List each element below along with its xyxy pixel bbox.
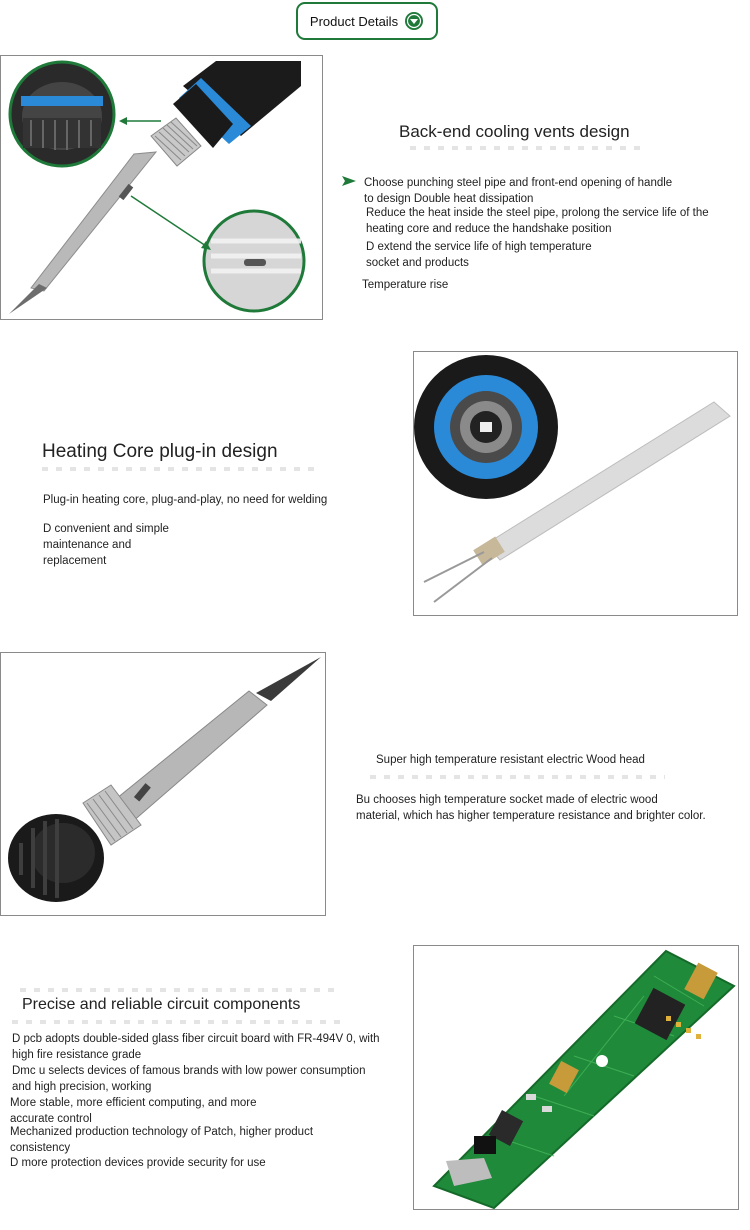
circuit-line-5: More stable, more efficient computing, and more	[10, 1097, 257, 1109]
wood-line-1: Bu chooses high temperature socket made of electric wood	[356, 794, 658, 806]
circuit-board-image	[413, 945, 739, 1210]
product-details-badge[interactable]	[296, 2, 438, 40]
circuit-line-7: Mechanized production technology of Patch, higher product	[10, 1126, 314, 1138]
cooling-line-1: Choose punching steel pipe and front-end opening of handle	[364, 177, 673, 189]
section-title-heating-core: Heating Core plug-in design	[42, 441, 278, 462]
cooling-line-7: Temperature rise	[362, 279, 449, 291]
circuit-line-9: D more protection devices provide security for use	[10, 1157, 266, 1169]
cooling-line-4: heating core and reduce the handshake position	[366, 223, 612, 235]
circuit-line-2: high fire resistance grade	[12, 1049, 142, 1061]
title-shadow	[370, 775, 665, 779]
circuit-line-8: consistency	[10, 1142, 71, 1154]
circuit-line-3: Dmc u selects devices of famous brands with low power consumption	[12, 1065, 366, 1077]
cooling-line-3: Reduce the heat inside the steel pipe, prolong the service life of the	[366, 207, 709, 219]
heating-line-2: D convenient and simple	[43, 523, 169, 535]
heating-line-3: maintenance and	[43, 539, 132, 551]
circuit-line-6: accurate control	[10, 1113, 92, 1125]
heating-line-1: Plug-in heating core, plug-and-play, no need for welding	[43, 494, 328, 506]
heating-core-image	[413, 351, 738, 616]
section-title-cooling-vents: Back-end cooling vents design	[399, 122, 630, 141]
wood-head-image	[0, 652, 326, 916]
title-shadow	[410, 146, 642, 150]
chevron-down-icon	[404, 11, 424, 31]
section-title-circuit: Precise and reliable circuit components	[22, 996, 301, 1013]
arrow-bullet-icon	[342, 176, 356, 186]
title-shadow	[20, 988, 340, 992]
circuit-line-1: D pcb adopts double-sided glass fiber circuit board with FR-494V 0, with	[12, 1033, 380, 1045]
title-shadow	[12, 1020, 342, 1024]
cooling-line-5: D extend the service life of high temperature	[366, 241, 592, 253]
badge-label: Product Details	[309, 13, 399, 29]
title-shadow	[42, 467, 322, 471]
wood-line-2: material, which has higher temperature resistance and brighter color.	[356, 810, 706, 822]
section-title-wood-head: Super high temperature resistant electric Wood head	[376, 754, 645, 766]
cooling-line-6: socket and products	[366, 257, 469, 269]
cooling-line-2: to design Double heat dissipation	[364, 193, 534, 205]
cooling-vents-image	[0, 55, 323, 320]
circuit-line-4: and high precision, working	[12, 1081, 152, 1093]
heating-line-4: replacement	[43, 555, 107, 567]
